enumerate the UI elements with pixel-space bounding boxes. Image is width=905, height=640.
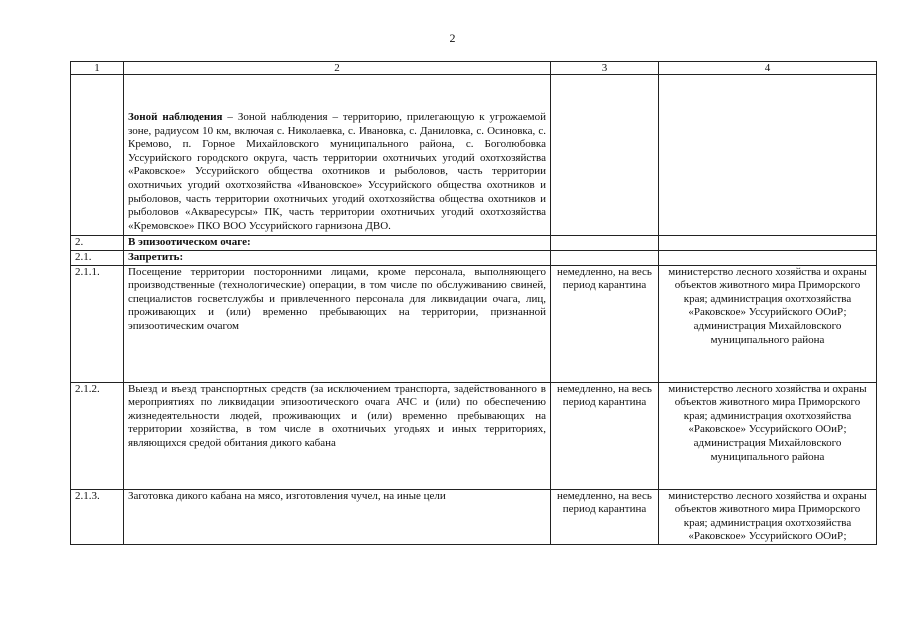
zone-term: Зоной наблюдения (128, 111, 223, 123)
table-row (71, 75, 877, 236)
term-cell: немедленно, на весь период карантина (551, 265, 659, 382)
measure-description: Выезд и въезд транспортных средств (за исключением транспорта, задействованного в мероприятиях по ликвидации эпизоотического очага АЧС и (или) по обеспечению жизнедеятельности людей, проживающих и (или) временно пребывающих на территории хозяйства, в том числе в охотничьих угодьях и иных территориях, являющихся средой обитания дикого кабана (124, 382, 551, 489)
column-header: 4 (659, 62, 877, 75)
column-header: 1 (71, 62, 124, 75)
measures-table (70, 61, 877, 545)
responsible-cell (659, 250, 877, 265)
term-cell (551, 236, 659, 251)
section-title: Запретить: (124, 250, 551, 265)
table-row (71, 382, 877, 489)
column-header: 2 (124, 62, 551, 75)
table-row (71, 489, 877, 544)
row-number: 2. (71, 236, 124, 251)
section-title: В эпизоотическом очаге: (124, 236, 551, 251)
term-cell: немедленно, на весь период карантина (551, 382, 659, 489)
table-header-row (71, 62, 877, 75)
responsible-cell: министерство лесного хозяйства и охраны объектов животного мира Приморского края; администрация охотхозяйства «Раковское» Уссурийского ООиР; администрация Михайловского муниципального района (659, 382, 877, 489)
row-number: 2.1. (71, 250, 124, 265)
measure-description: Заготовка дикого кабана на мясо, изготовления чучел, на иные цели (124, 489, 551, 544)
zone-description (124, 75, 551, 236)
table-row (71, 236, 877, 251)
measure-description: Посещение территории посторонними лицами, кроме персонала, выполняющего производственные (технологические) операции, в том числе по обслуживанию свиней, специалистов госветслужбы и привлеченного персонала для ликвидации очага, лиц, проживающих и (или) временно пребывающих на территории, признанной эпизоотическим очагом (124, 265, 551, 382)
column-header: 3 (551, 62, 659, 75)
term-cell: немедленно, на весь период карантина (551, 489, 659, 544)
responsible-cell (659, 75, 877, 236)
responsible-cell: министерство лесного хозяйства и охраны объектов животного мира Приморского края; администрация охотхозяйства «Раковское» Уссурийского ООиР; администрация Михайловского муниципального района (659, 265, 877, 382)
table-row (71, 250, 877, 265)
row-number: 2.1.3. (71, 489, 124, 544)
page-number: 2 (449, 31, 456, 45)
zone-text: – Зоной наблюдения – территорию, прилегающую к угрожаемой зоне, радиусом 10 км, включая с. Николаевка, с. Ивановка, с. Даниловка, с. Осиновка, с. Кремово, п. Горное Михайловского муниципального района, с. Боголюбовка Уссурийского городского округа, часть территории охотничьих угодий охотхозяйства «Раковское» Уссурийского общества охотников и рыболовов, часть территории охотничьих угодий охотхозяйства «Ивановское» Уссурийского общества охотников и рыболовов, часть территории охотничьих угодий охотхозяйства общества охотников и рыболовов «Акваресурсы» ПК, часть территории охотничьих угодий охотхозяйства «Кремовское» ПКО ВОО Уссурийского гарнизона ДВО. (128, 111, 547, 232)
term-cell (551, 75, 659, 236)
row-number (71, 75, 124, 236)
table-row (71, 265, 877, 382)
term-cell (551, 250, 659, 265)
responsible-cell (659, 236, 877, 251)
responsible-cell: министерство лесного хозяйства и охраны объектов животного мира Приморского края; администрация охотхозяйства «Раковское» Уссурийского ООиР; (659, 489, 877, 544)
row-number: 2.1.2. (71, 382, 124, 489)
row-number: 2.1.1. (71, 265, 124, 382)
